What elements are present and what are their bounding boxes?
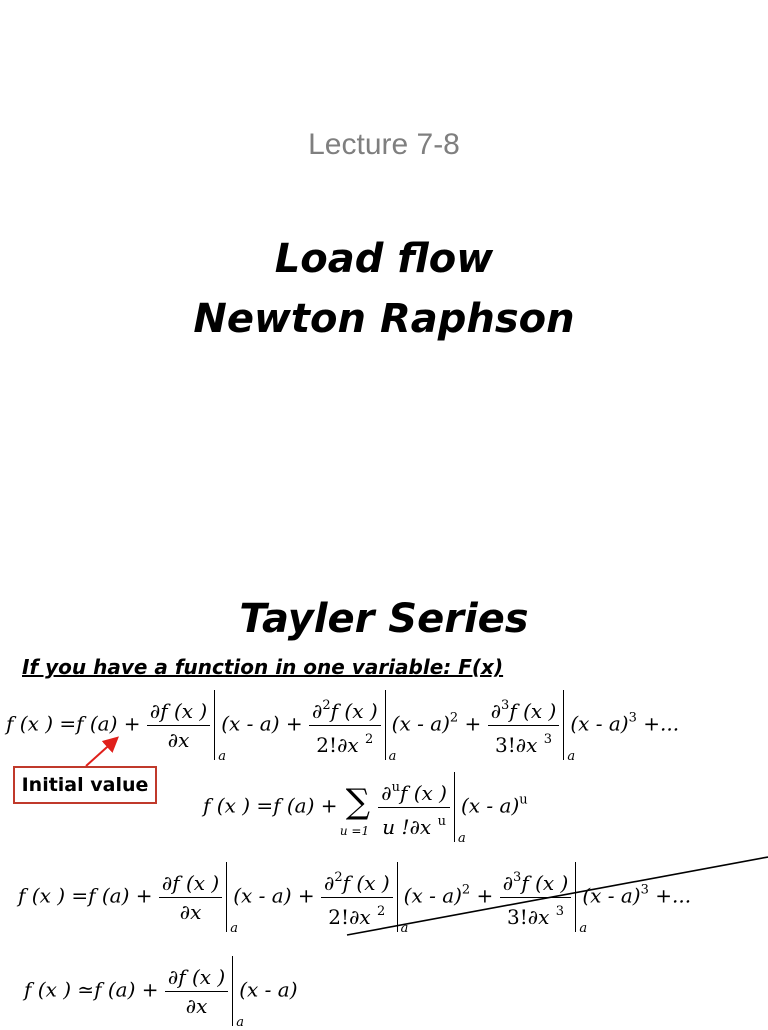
initial-value-callout: Initial value [13, 766, 157, 804]
equation-taylor-sum: f (x ) =f (a) + ∑ u =1 $\frac{\partial^uf (x )}{u !\partial x ^u}$ a (x - a)$^u$ [203, 772, 528, 842]
lecture-label: Lecture 7-8 [308, 128, 460, 161]
initial-value-arrow [86, 739, 116, 766]
title-newton-raphson: Newton Raphson [193, 296, 575, 342]
equation-linear-approximation: f (x ) ≃f (a) + $\frac{\partial f (x )}{\partial x}$ a (x - a) [24, 956, 298, 1026]
equation-taylor-truncated: f (x ) =f (a) + $\frac{\partial f (x )}{\partial x}$ a (x - a) + $\frac{\partial^2f (x )}{2!\partial x ^2}$ a (x - a)$^2$ + $\frac{\partial^3f (x )}{3!\partial x ^3}$ a (x - a)$^3$ +... [18, 862, 691, 932]
section-heading: Tayler Series [239, 596, 529, 642]
title-load-flow: Load flow [274, 236, 494, 282]
strike-through-line [347, 857, 768, 935]
equation-taylor-expansion: f (x ) =f (a) + $\frac{\partial f (x )}{\partial x}$ a (x - a) + $\frac{\partial^2f (x )}{2!\partial x ^2}$ a (x - a)$^2$ + $\frac{\partial^3f (x )}{3!\partial x ^3}$ a (x - a)$^3$ +... [6, 690, 679, 760]
section-subheading: If you have a function in one variable: F(x) [22, 655, 504, 679]
